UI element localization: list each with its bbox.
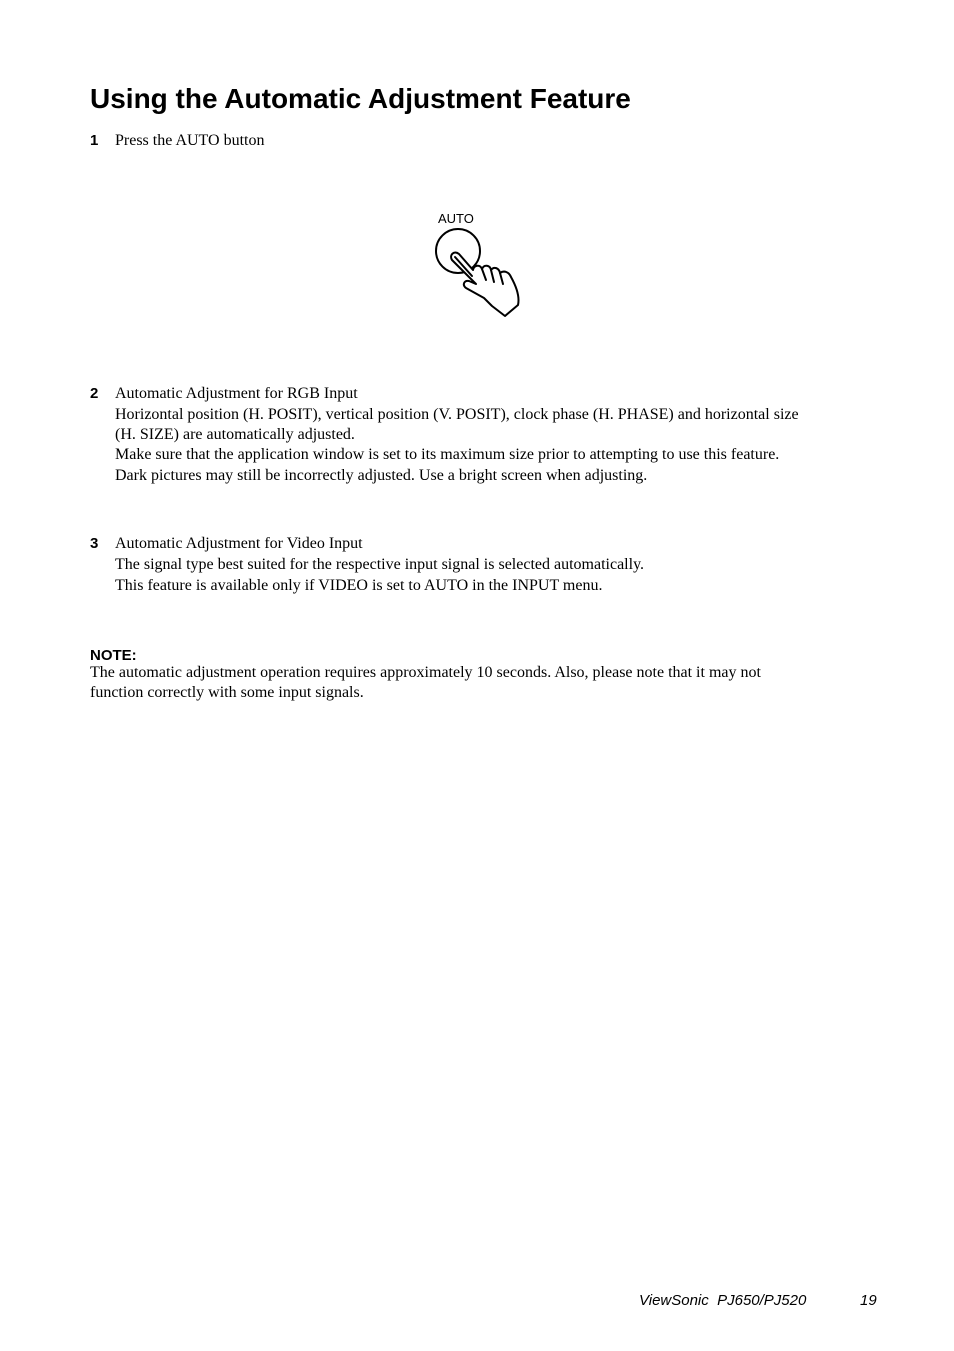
step-heading: Automatic Adjustment for RGB Input bbox=[115, 385, 358, 402]
footer-brand: ViewSonic PJ650/PJ520 bbox=[639, 1292, 807, 1309]
step-line: Horizontal position (H. POSIT), vertical position (V. POSIT), clock phase (H. PHASE) and horizontal size bbox=[115, 406, 799, 423]
step-line: Press the AUTO button bbox=[115, 132, 265, 149]
step-line: (H. SIZE) are automatically adjusted. bbox=[115, 426, 355, 443]
note-line: function correctly with some input signals. bbox=[90, 684, 364, 701]
hand-pressing-button-icon bbox=[436, 229, 519, 316]
step-number: 1 bbox=[90, 132, 99, 149]
step-text bbox=[115, 534, 865, 596]
step-line: The signal type best suited for the respective input signal is selected automatically. bbox=[115, 556, 645, 573]
step-text bbox=[115, 131, 865, 151]
step-line: This feature is available only if VIDEO is set to AUTO in the INPUT menu. bbox=[115, 577, 603, 594]
auto-button-label: AUTO bbox=[438, 211, 474, 226]
step-number: 3 bbox=[90, 535, 99, 552]
note-title: NOTE: bbox=[90, 647, 137, 664]
step-heading: Automatic Adjustment for Video Input bbox=[115, 535, 363, 552]
note-text bbox=[90, 663, 850, 703]
page-title: Using the Automatic Adjustment Feature bbox=[90, 83, 631, 114]
note-line: The automatic adjustment operation requires approximately 10 seconds. Also, please note that it may not bbox=[90, 664, 761, 681]
step-line: Dark pictures may still be incorrectly adjusted. Use a bright screen when adjusting. bbox=[115, 467, 648, 484]
auto-button-illustration bbox=[428, 208, 528, 320]
step-line: Make sure that the application window is set to its maximum size prior to attempting to use this feature. bbox=[115, 446, 780, 463]
step-number: 2 bbox=[90, 385, 99, 402]
page-number: 19 bbox=[860, 1292, 877, 1309]
step-text bbox=[115, 384, 885, 486]
